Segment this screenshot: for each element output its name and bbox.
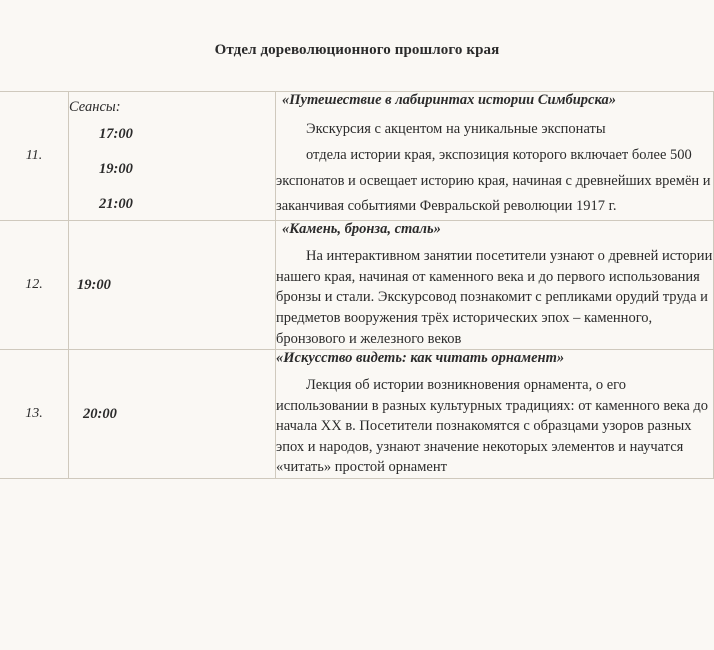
row-number-cell: 13.	[0, 350, 69, 479]
event-description: На интерактивном занятии посетители узнают о древней истории нашего края, начиная от каменного века и до первого использования бронзы и стали. Экскурсовод познакомит с репликами орудий труда и предметов вооружения трёх исторических эпох – каменного, бронзового и железного веков	[276, 248, 713, 347]
table-row	[0, 221, 714, 350]
row-description-cell	[276, 92, 714, 221]
event-title: «Путешествие в лабиринтах истории Симбирска»	[282, 92, 616, 108]
event-description-part2: отдела истории края, экспозиция которого включает более 500 экспонатов и освещает историю края, начиная с древнейших времён и заканчивая событиями Февральской революции 1917 г.	[276, 146, 711, 215]
session-time: 20:00	[83, 405, 117, 422]
row-number-cell: 11.	[0, 92, 69, 221]
table-row	[0, 92, 714, 221]
row-time-cell	[69, 221, 276, 350]
schedule-table	[0, 91, 714, 479]
table-row	[0, 350, 714, 479]
session-time: 19:00	[77, 276, 111, 293]
list-item: 21:00	[99, 196, 133, 213]
event-description: Лекция об истории возникновения орнамента, о его использовании в разных культурных традициях: от каменного века до начала XX в. Посетители познакомятся с образцами узоров разных эпох и народов, узнают значение некоторых элементов и научатся «читать» простой орнамент	[276, 377, 709, 476]
event-title: «Искусство видеть: как читать орнамент»	[276, 350, 565, 367]
row-description-cell	[276, 350, 714, 479]
session-time-list	[69, 126, 275, 213]
row-number-cell: 12.	[0, 221, 69, 350]
list-item: 19:00	[99, 161, 133, 178]
row-description-cell	[276, 221, 714, 350]
page-title: Отдел дореволюционного прошлого края	[214, 42, 500, 58]
sessions-label: Сеансы:	[69, 99, 121, 116]
event-title: «Камень, бронза, сталь»	[282, 221, 441, 238]
event-description-part1: Экскурсия с акцентом на уникальные экспонаты	[306, 121, 606, 137]
row-time-cell	[69, 92, 276, 221]
list-item: 17:00	[99, 126, 133, 143]
row-time-cell	[69, 350, 276, 479]
